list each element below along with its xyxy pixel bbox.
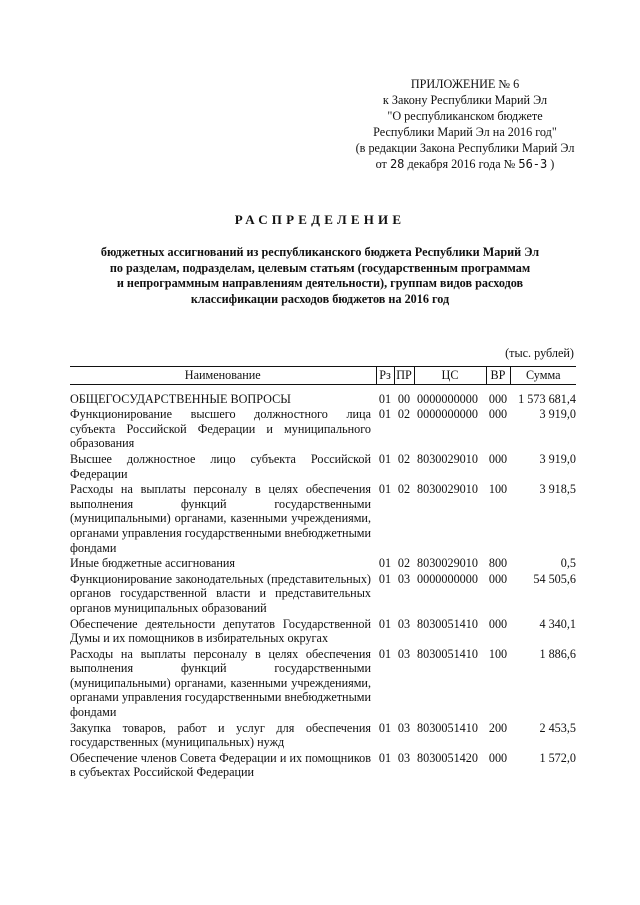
- table-row: [70, 720, 576, 750]
- header-cs: ЦС: [414, 367, 486, 385]
- row-sum: 1 886,6: [539, 646, 576, 661]
- row-vr: 000: [488, 616, 508, 631]
- row-name: Обеспечение членов Совета Федерации и их помощников в субъектах Российской Федерации: [70, 750, 371, 780]
- row-cs: 0000000000: [417, 407, 478, 422]
- row-sum: 4 340,1: [539, 616, 576, 631]
- row-name: Иные бюджетные ассигнования: [70, 556, 236, 571]
- header-vr: ВР: [486, 367, 510, 385]
- appendix-number: ПРИЛОЖЕНИЕ № 6: [410, 77, 520, 91]
- row-rz: 01: [378, 391, 392, 406]
- row-vr: 000: [488, 391, 508, 406]
- table-header-row: [70, 367, 576, 385]
- row-cs: 8030029010: [417, 556, 478, 571]
- row-rz: 01: [378, 616, 392, 631]
- row-pr: 02: [397, 407, 411, 422]
- subtitle-line: и непрограммным направлениям деятельности), группам видов расходов: [116, 276, 524, 290]
- row-pr: 00: [397, 391, 411, 406]
- table-row: [70, 481, 576, 555]
- table-row: [70, 646, 576, 720]
- table-row: [70, 571, 576, 616]
- row-cs: 8030029010: [417, 451, 478, 466]
- row-sum: 2 453,5: [539, 720, 576, 735]
- row-rz: 01: [378, 571, 392, 586]
- row-name: Обеспечение деятельности депутатов Государственной Думы и их помощников в избирательных округах: [70, 616, 371, 646]
- row-rz: 01: [378, 720, 392, 735]
- row-vr: 800: [488, 556, 508, 571]
- row-vr: 000: [488, 451, 508, 466]
- row-cs: 8030029010: [417, 482, 478, 497]
- row-cs: 8030051410: [417, 646, 478, 661]
- row-name: Закупка товаров, работ и услуг для обеспечения государственных (муниципальных) нужд: [70, 720, 371, 750]
- row-rz: 01: [378, 407, 392, 422]
- appendix-block: [330, 76, 600, 172]
- row-pr: 03: [397, 720, 411, 735]
- row-rz: 01: [378, 646, 392, 661]
- row-name: Высшее должностное лицо субъекта Российской Федерации: [70, 451, 371, 481]
- table-row: [70, 616, 576, 646]
- appendix-law-title-2: Республики Марий Эл на 2016 год": [373, 125, 557, 139]
- row-sum: 3 918,5: [539, 482, 576, 497]
- row-sum: 1 572,0: [539, 750, 576, 765]
- row-cs: 8030051410: [417, 720, 478, 735]
- row-rz: 01: [378, 750, 392, 765]
- row-vr: 000: [488, 750, 508, 765]
- row-rz: 01: [378, 482, 392, 497]
- row-rz: 01: [378, 556, 392, 571]
- header-name: Наименование: [70, 367, 376, 385]
- row-cs: 8030051410: [417, 616, 478, 631]
- row-sum: 54 505,6: [533, 571, 576, 586]
- row-vr: 100: [488, 482, 508, 497]
- table-row: [70, 750, 576, 780]
- header-pr: ПР: [394, 367, 414, 385]
- table-row: [70, 555, 576, 571]
- row-sum: 3 919,0: [539, 451, 576, 466]
- law-number: 56-З: [518, 157, 548, 171]
- row-name: Функционирование законодательных (представительных) органов государственной власти и представительных органов муниципальных образований: [70, 571, 371, 615]
- header-sum: Сумма: [510, 367, 576, 385]
- row-name: ОБЩЕГОСУДАРСТВЕННЫЕ ВОПРОСЫ: [70, 391, 291, 406]
- appendix-revision-note: (в редакции Закона Республики Марий Эл: [355, 141, 575, 155]
- table-row: [70, 406, 576, 451]
- close-paren: ): [550, 157, 555, 171]
- appendix-law-title-1: "О республиканском бюджете: [387, 109, 543, 123]
- units-label: (тыс. рублей): [505, 346, 574, 360]
- appendix-law-reference: к Закону Республики Марий Эл: [382, 93, 548, 107]
- row-vr: 000: [488, 407, 508, 422]
- row-name: Функционирование высшего должностного лица субъекта Российской Федерации и муниципального образования: [70, 407, 371, 451]
- row-cs: 0000000000: [417, 571, 478, 586]
- document-title: РАСПРЕДЕЛЕНИЕ: [234, 212, 406, 227]
- budget-table: [70, 366, 576, 780]
- date-middle: декабря 2016 года №: [407, 157, 516, 171]
- row-rz: 01: [378, 451, 392, 466]
- row-pr: 02: [397, 556, 411, 571]
- row-pr: 03: [397, 571, 411, 586]
- row-vr: 100: [488, 646, 508, 661]
- row-sum: 1 573 681,4: [518, 391, 576, 406]
- subtitle-line: бюджетных ассигнований из республиканского бюджета Республики Марий Эл: [100, 245, 540, 259]
- table-row: [70, 451, 576, 481]
- date-day: 28: [389, 157, 405, 171]
- document-subtitle: [70, 245, 570, 307]
- row-pr: 03: [397, 646, 411, 661]
- row-cs: 0000000000: [417, 391, 478, 406]
- row-cs: 8030051420: [417, 750, 478, 765]
- header-rz: Рз: [376, 367, 394, 385]
- row-pr: 02: [397, 482, 411, 497]
- row-name: Расходы на выплаты персоналу в целях обеспечения выполнения функций государственными (муниципальными) органами, казенными учреждениями, органами управления государственными внебюджетными фондами: [70, 482, 371, 555]
- subtitle-line: классификации расходов бюджетов на 2016 год: [190, 291, 450, 306]
- row-vr: 200: [488, 720, 508, 735]
- row-vr: 000: [488, 571, 508, 586]
- row-pr: 03: [397, 616, 411, 631]
- row-pr: 02: [397, 451, 411, 466]
- date-prefix: от: [375, 157, 387, 171]
- row-pr: 03: [397, 750, 411, 765]
- row-sum: 0,5: [560, 556, 576, 571]
- table-row: [70, 384, 576, 406]
- appendix-date-line: [330, 156, 600, 172]
- row-name: Расходы на выплаты персоналу в целях обеспечения выполнения функций государственными (муниципальными) органами, казенными учреждениями, органами управления государственными внебюджетными фондами: [70, 646, 371, 720]
- row-sum: 3 919,0: [539, 407, 576, 422]
- subtitle-line: по разделам, подразделам, целевым статьям (государственным программам: [109, 260, 531, 275]
